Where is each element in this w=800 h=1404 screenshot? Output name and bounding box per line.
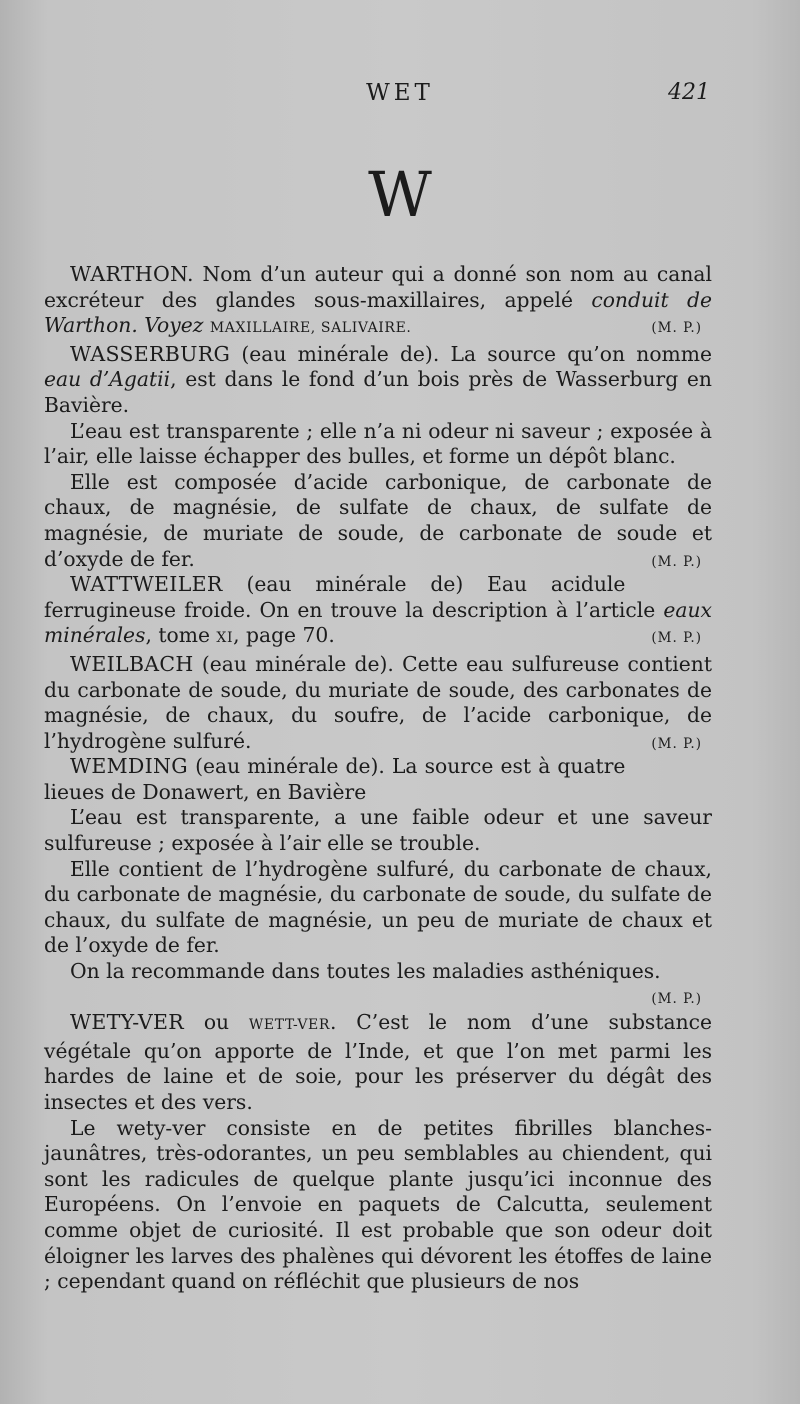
body-text: Nom d’un auteur qui a donné son nom au canal excréteur des glandes sous-maxillaires, appelé [44, 262, 712, 312]
dictionary-text [44, 262, 712, 1295]
italic-term: eaux minérales [44, 597, 712, 648]
entry-paragraph: Le wety-ver consiste en de petites fibrilles blanches-jaunâtres, très-odorantes, un peu semblables au chiendent, qui sont les radicules de quelque plante jusqu’ici inconnue des Européens. On l’envoie en paquets de Calcutta, seulement comme objet de curiosité. Il est probable que son odeur doit éloigner les larves des phalènes qui dévorent les étoffes de laine ; cependant quand on réfléchit que plusieurs de nos [44, 1115, 712, 1294]
entry-paragraph [44, 1010, 712, 1115]
entry-paragraph [44, 470, 712, 572]
headword: WASSERBURG [70, 341, 231, 366]
volume-number: XI [216, 630, 234, 647]
headword: WETY-VER [70, 1010, 185, 1035]
body-text: Elle est composée d’acide carbonique, de carbonate de chaux, de magnésie, de sulfate de chaux, de sulfate de magnésie, de muriate de soude, de carbonate de soude et d’oxyde de fer. [44, 469, 712, 571]
entry-paragraph: L’eau est transparente, a une faible odeur et une saveur sulfureuse ; exposée à l’air elle se trouble. [44, 805, 712, 856]
headword: WARTHON. [70, 262, 194, 286]
cross-reference: MAXILLAIRE, SALIVAIRE. [209, 320, 412, 337]
entry-paragraph: Elle contient de l’hydrogène sulfuré, du carbonate de chaux, du carbonate de magnésie, du carbonate de soude, du sulfate de chaux, du sulfate de magnésie, un peu de muriate de chaux et de l’oxyde de fer. [44, 856, 712, 958]
page-number: 421 [668, 80, 710, 105]
italic-term: conduit de Warthon. [44, 287, 712, 338]
body-text: (eau minérale de). La source qu’on nomme [230, 341, 712, 366]
author-signature: (M. P.) [651, 990, 702, 1007]
author-signature: (M. P.) [651, 630, 702, 647]
headword: WEILBACH [70, 651, 194, 676]
entry-warthon [44, 262, 712, 342]
body-text: (eau minérale de) Eau acidule ferrugineuse froide. On en trouve la description à l’article [44, 572, 664, 622]
entry-wemding [44, 754, 712, 1010]
running-title: WET [366, 80, 434, 106]
italic-term: eau d’Agatii [44, 367, 171, 392]
entry-wattweiler [44, 572, 712, 652]
headword: WEMDING [70, 754, 188, 779]
body-text: ou [184, 1010, 249, 1035]
entry-paragraph [44, 262, 712, 342]
entry-paragraph: On la recommande dans toutes les maladies asthéniques. [70, 959, 661, 984]
entry-paragraph [44, 754, 712, 805]
entry-weilbach [44, 652, 712, 754]
body-text: , est dans le fond d’un bois près de Wasserburg en Bavière. [44, 367, 712, 417]
entry-paragraph: L’eau est transparente ; elle n’a ni odeur ni saveur ; exposée à l’air, elle laisse échapper des bulles, et forme un dépôt blanc. [44, 418, 712, 469]
body-text: , tome [145, 623, 217, 648]
entry-wasserburg [44, 342, 712, 572]
headword: WATTWEILER [70, 572, 223, 597]
see-also-label: Voyez [144, 313, 204, 338]
author-signature: (M. P.) [651, 735, 702, 752]
entry-paragraph [44, 342, 712, 419]
body-text: . C’est le nom d’une substance végétale qu’on apporte de l’Inde, et que l’on met parmi les hardes de laine et de soie, pour les préserver du dégât des insectes et des vers. [44, 1010, 713, 1114]
variant-headword: WETT-VER [248, 1017, 331, 1034]
section-letter: W [368, 158, 432, 231]
body-text: (eau minérale de). La source est à quatre lieues de Donawert, en Bavière [44, 754, 626, 804]
running-head [0, 80, 800, 110]
author-signature: (M. P.) [651, 553, 702, 570]
body-text: (eau minérale de). Cette eau sulfureuse contient du carbonate de soude, du muriate de soude, des carbonates de magnésie, de chaux, du soufre, de l’acide carbonique, de l’hydrogène sulfuré. [44, 651, 712, 753]
author-signature: (M. P.) [651, 320, 702, 337]
entry-paragraph [44, 572, 712, 652]
entry-wety-ver [44, 1010, 712, 1295]
entry-paragraph [44, 652, 712, 754]
body-text: , page 70. [233, 623, 335, 648]
